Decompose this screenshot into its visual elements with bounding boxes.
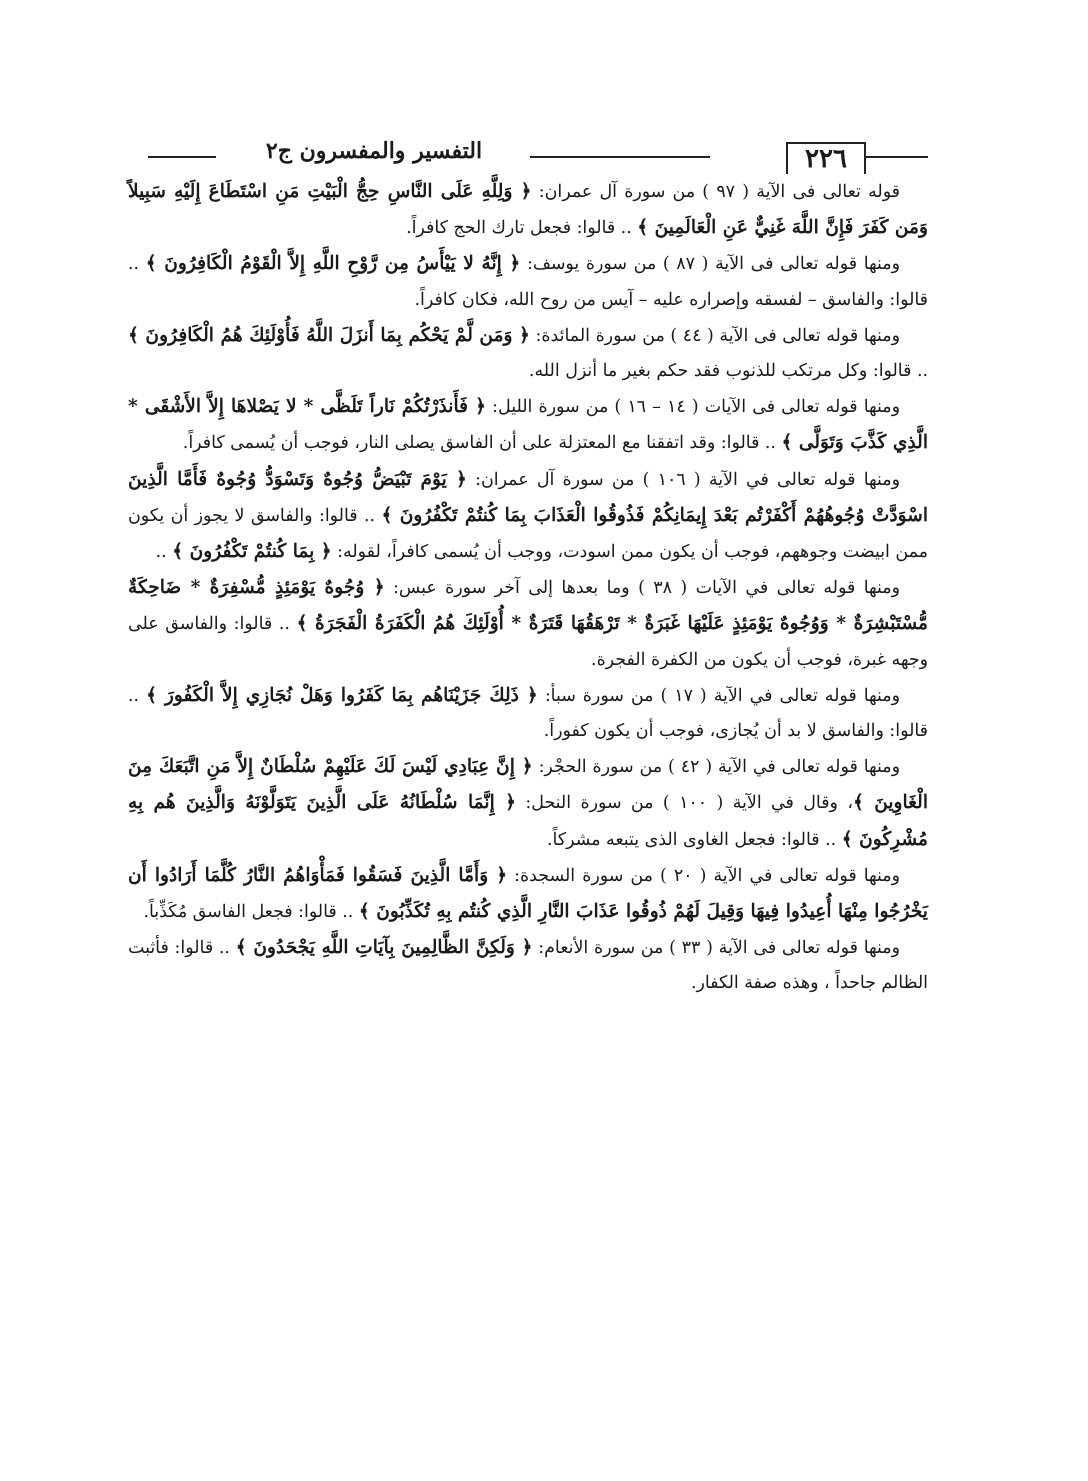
paragraph-intro: ومنها قوله تعالى فى الآيات ( ١٤ – ١٦ ) من سورة الليل:: [486, 397, 900, 418]
paragraph: [128, 678, 928, 749]
quran-verse: ﴿ بِمَا كُنتُمْ تَكْفُرُونَ ﴾: [172, 541, 332, 563]
quran-verse: ﴿ وُجُوهٌ يَوْمَئِذٍ مُّسْفِرَةٌ * ضَاحِكَةٌ مُّسْتَبْشِرَةٌ * وَوُجُوهٌ يَوْمَئِذٍ عَلَيْهَا غَبَرَةٌ * تَرْهَقُهَا قَتَرَةٌ * أُوْلَئِكَ هُمُ الْكَفَرَةُ الْفَجَرَةُ ﴾: [128, 577, 928, 635]
paragraph-intro: ومنها قوله تعالى فى الآية ( ٣٣ ) من سورة الأنعام:: [532, 938, 900, 959]
paragraph-intro: ومنها قوله تعالى فى الآية ( ٤٤ ) من سورة المائدة:: [529, 325, 901, 346]
paragraph-intro: قوله تعالى فى الآية ( ٩٧ ) من سورة آل عمران:: [531, 182, 900, 202]
paragraph: [128, 318, 928, 389]
running-title: التفسير والمفسرون ج٢: [265, 138, 483, 164]
book-page: [128, 120, 928, 1410]
quran-verse: ﴿ وَلَكِنَّ الظَّالِمِينَ بِآيَاتِ اللَّهِ يَجْحَدُونَ ﴾: [235, 937, 533, 959]
paragraph-comment: .. قالوا: والفاسق على وجهه غبرة، فوجب أن يكون من الكفرة الفجرة.: [128, 614, 928, 670]
paragraph-intro: ومنها قوله تعالى في الآية ( ١٧ ) من سورة سبأ:: [537, 685, 900, 706]
paragraph: [128, 930, 928, 1001]
paragraph-comment: .. قالوا: والفاسق لا يجوز أن يكون ممن ابيضت وجوههم، فوجب أن يكون ممن اسودت، ووجب أن يُسمى كافراً، لقوله:: [128, 505, 928, 563]
quran-verse: ﴿ يَوْمَ تَبْيَضُّ وُجُوهٌ وَتَسْوَدُّ وُجُوهٌ فَأَمَّا الَّذِينَ اسْوَدَّتْ وُجُوهُهُمْ أَكْفَرْتُم بَعْدَ إِيمَانِكُمْ فَذُوقُوا الْعَذَابَ بِمَا كُنتُمْ تَكْفُرُونَ ﴾: [128, 468, 928, 526]
paragraph-comment: ، وقال في الآية ( ١٠٠ ) من سورة النحل:: [516, 793, 853, 814]
header-rule-right: [866, 156, 928, 158]
header-rule-middle: [530, 156, 710, 158]
quran-verse: ﴿ ذَلِكَ جَزَيْنَاهُم بِمَا كَفَرُوا وَهَلْ نُجَازِي إِلاَّ الْكَفُورَ ﴾: [146, 684, 538, 706]
page-header: [128, 120, 928, 174]
paragraph: [128, 462, 928, 571]
paragraph-comment: .. قالوا: فأثبت الظالم جاحداً ، وهذه صفة الكفار.: [128, 938, 928, 994]
page-body: [128, 174, 928, 1002]
paragraph: [128, 246, 928, 317]
paragraph-comment: .. قالوا: فجعل تارك الحج كافراً.: [406, 218, 638, 239]
paragraph-intro: ومنها قوله تعالى فى الآية ( ٨٧ ) من سورة يوسف:: [520, 254, 900, 275]
quran-verse: ﴿ إِنَّهُ لا يَيْأَسُ مِن رَّوْحِ اللَّهِ إِلاَّ الْقَوْمُ الْكَافِرُونَ ﴾: [145, 253, 521, 275]
paragraph: [128, 174, 928, 246]
quran-verse: ﴿ إِنَّمَا سُلْطَانُهُ عَلَى الَّذِينَ يَتَوَلَّوْنَهُ وَالَّذِينَ هُم بِهِ مُشْرِكُونَ ﴾: [128, 792, 928, 850]
paragraph-comment: ..: [155, 542, 173, 563]
paragraph: [128, 389, 928, 461]
paragraph-intro: ومنها قوله تعالى في الآيات ( ٣٨ ) وما بعدها إلى آخر سورة عبس:: [384, 578, 900, 599]
paragraph: [128, 749, 928, 858]
paragraph-comment: .. قالوا: فجعل الفاسق مُكَذِّباً.: [143, 902, 359, 923]
paragraph: [128, 570, 928, 678]
paragraph-comment: .. قالوا: والفاسق – لفسقه وإصراره عليه – آيس من روح الله، فكان كافراً.: [128, 254, 928, 310]
quran-verse: ﴿ وَأَمَّا الَّذِينَ فَسَقُوا فَمَأْوَاهُمُ النَّارُ كُلَّمَا أَرَادُوا أَن يَخْرُجُوا مِنْهَا أُعِيدُوا فِيهَا وَقِيلَ لَهُمْ ذُوقُوا عَذَابَ النَّارِ الَّذِي كُنتُم بِهِ تُكَذِّبُونَ ﴾: [128, 864, 928, 923]
paragraph-comment: .. قالوا: فجعل الغاوى الذى يتبعه مشركاً.: [546, 829, 842, 850]
paragraph: [128, 858, 928, 930]
quran-verse: ﴿ فَأَنذَرْتُكُمْ نَاراً تَلَظَّى * لا يَصْلاهَا إِلاَّ الأَشْقَى * الَّذِي كَذَّبَ وَتَوَلَّى ﴾: [128, 396, 928, 454]
paragraph-intro: ومنها قوله تعالى في الآية ( ٤٢ ) من سورة الحجْر:: [532, 757, 900, 778]
paragraph-intro: ومنها قوله تعالى في الآية ( ٢٠ ) من سورة السجدة:: [507, 865, 900, 886]
header-rule-left: [148, 156, 216, 158]
quran-verse: ﴿ وَلِلَّهِ عَلَى النَّاسِ حِجُّ الْبَيْتِ مَنِ اسْتَطَاعَ إِلَيْهِ سَبِيلاً وَمَن كَفَرَ فَإِنَّ اللَّهَ غَنِيٌّ عَنِ الْعَالَمِينَ ﴾: [128, 181, 928, 239]
page-number: ٢٢٦: [786, 142, 866, 174]
paragraph-comment: .. قالوا: وقد اتفقنا مع المعتزلة على أن الفاسق يصلى النار، فوجب أن يُسمى كافراً.: [182, 433, 782, 454]
quran-verse: ﴿ وَمَن لَّمْ يَحْكُم بِمَا أَنزَلَ اللَّهُ فَأُوْلَئِكَ هُمُ الْكَافِرُونَ ﴾: [128, 324, 530, 346]
paragraph-comment: .. قالوا: والفاسق لا بد أن يُجازى، فوجب أن يكون كفوراً.: [128, 685, 928, 742]
paragraph-comment: .. قالوا: وكل مرتكب للذنوب فقد حكم بغير ما أنزل الله.: [528, 361, 928, 382]
quran-verse: ﴿ إِنَّ عِبَادِي لَيْسَ لَكَ عَلَيْهِمْ سُلْطَانٌ إِلاَّ مَنِ اتَّبَعَكَ مِنَ الْغَاوِينَ ﴾: [128, 756, 928, 814]
paragraph-intro: ومنها قوله تعالى في الآية ( ١٠٦ ) من سورة آل عمران:: [466, 469, 900, 490]
